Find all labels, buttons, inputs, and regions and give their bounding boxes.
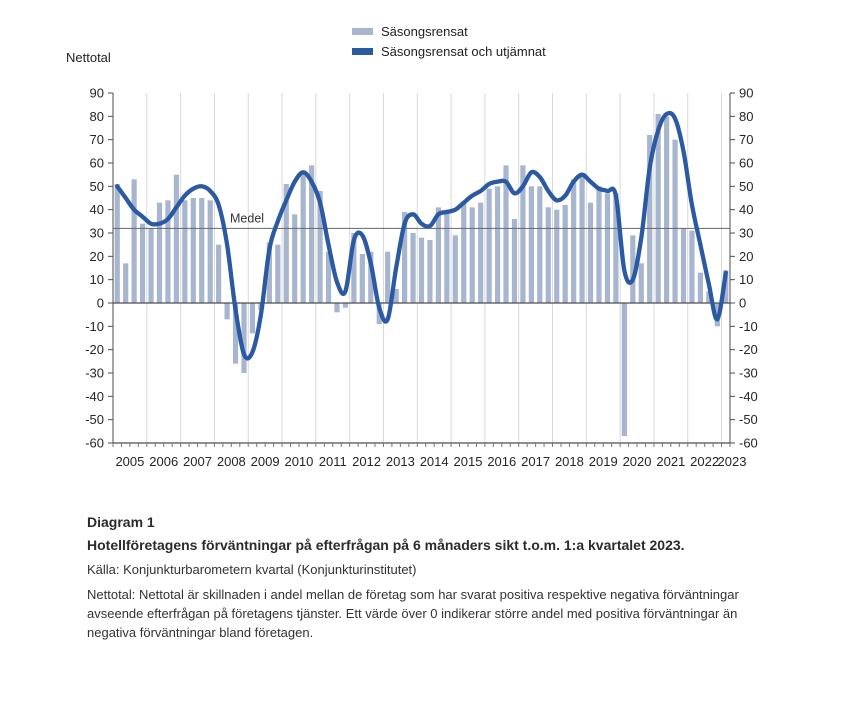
svg-text:70: 70: [89, 132, 104, 148]
svg-text:90: 90: [89, 85, 104, 101]
svg-text:50: 50: [89, 178, 104, 194]
caption-block: [87, 514, 777, 643]
legend-label: Säsongsrensat: [381, 24, 468, 39]
svg-text:2008: 2008: [216, 454, 246, 469]
svg-text:-60: -60: [739, 435, 758, 451]
diagram-number: Diagram 1: [87, 514, 155, 530]
legend: [352, 24, 546, 59]
svg-text:2011: 2011: [318, 454, 347, 469]
svg-text:2015: 2015: [453, 454, 483, 469]
svg-text:80: 80: [739, 108, 754, 124]
chart-title: Hotellföretagens förväntningar på efterfrågan på 6 månaders sikt t.o.m. 1:a kvartalet 2023.: [87, 537, 685, 553]
svg-text:20: 20: [89, 248, 104, 264]
svg-text:-30: -30: [85, 365, 104, 381]
line-series-swatch: [352, 48, 373, 55]
svg-text:2017: 2017: [521, 454, 551, 469]
svg-text:2007: 2007: [183, 454, 212, 469]
svg-text:2013: 2013: [385, 454, 415, 469]
svg-text:-60: -60: [85, 435, 104, 451]
svg-text:2012: 2012: [352, 454, 382, 469]
svg-text:Medel: Medel: [230, 211, 265, 226]
svg-text:40: 40: [739, 202, 754, 218]
svg-text:80: 80: [89, 108, 104, 124]
svg-text:30: 30: [739, 225, 754, 241]
svg-text:0: 0: [96, 295, 104, 311]
svg-text:30: 30: [89, 225, 104, 241]
svg-text:2009: 2009: [250, 454, 280, 469]
svg-text:-10: -10: [739, 318, 758, 334]
svg-text:-50: -50: [739, 412, 758, 428]
svg-text:40: 40: [89, 202, 104, 218]
svg-text:-40: -40: [739, 388, 758, 404]
svg-text:0: 0: [739, 295, 747, 311]
definition-note: Nettotal: Nettotal är skillnaden i andel mellan de företag som har svarat positiva respektive negativa förväntningar avseende efterfrågan på företagens tjänster. Ett värde över 0 indikerar större andel med positiva förväntningar än negativa förväntningar bland företagen.: [87, 587, 739, 640]
svg-text:90: 90: [739, 85, 754, 101]
svg-text:60: 60: [89, 155, 104, 171]
y-axis-title: Nettotal: [66, 50, 111, 65]
svg-text:2022: 2022: [690, 454, 720, 469]
svg-text:2019: 2019: [588, 454, 618, 469]
svg-text:20: 20: [739, 248, 754, 264]
svg-text:2005: 2005: [115, 454, 145, 469]
svg-text:-20: -20: [739, 342, 758, 358]
svg-text:-40: -40: [85, 388, 104, 404]
svg-text:2016: 2016: [487, 454, 517, 469]
svg-text:2023: 2023: [717, 454, 747, 469]
svg-text:-30: -30: [739, 365, 758, 381]
svg-text:-10: -10: [85, 318, 104, 334]
svg-text:2014: 2014: [419, 454, 449, 469]
source-note: Källa: Konjunkturbarometern kvartal (Konjunkturinstitutet): [87, 562, 417, 577]
svg-text:2020: 2020: [622, 454, 652, 469]
svg-text:10: 10: [89, 272, 104, 288]
svg-text:70: 70: [739, 132, 754, 148]
svg-text:-50: -50: [85, 412, 104, 428]
svg-text:2006: 2006: [149, 454, 179, 469]
svg-text:60: 60: [739, 155, 754, 171]
bar-series-swatch: [352, 28, 373, 35]
legend-label: Säsongsrensat och utjämnat: [381, 44, 546, 59]
legend-item-seasonally-adjusted: [352, 24, 546, 39]
svg-text:2010: 2010: [284, 454, 314, 469]
svg-text:-20: -20: [85, 342, 104, 358]
svg-text:2018: 2018: [554, 454, 584, 469]
legend-item-smoothed: [352, 44, 546, 59]
svg-text:10: 10: [739, 272, 754, 288]
svg-text:50: 50: [739, 178, 754, 194]
svg-text:2021: 2021: [656, 454, 686, 469]
